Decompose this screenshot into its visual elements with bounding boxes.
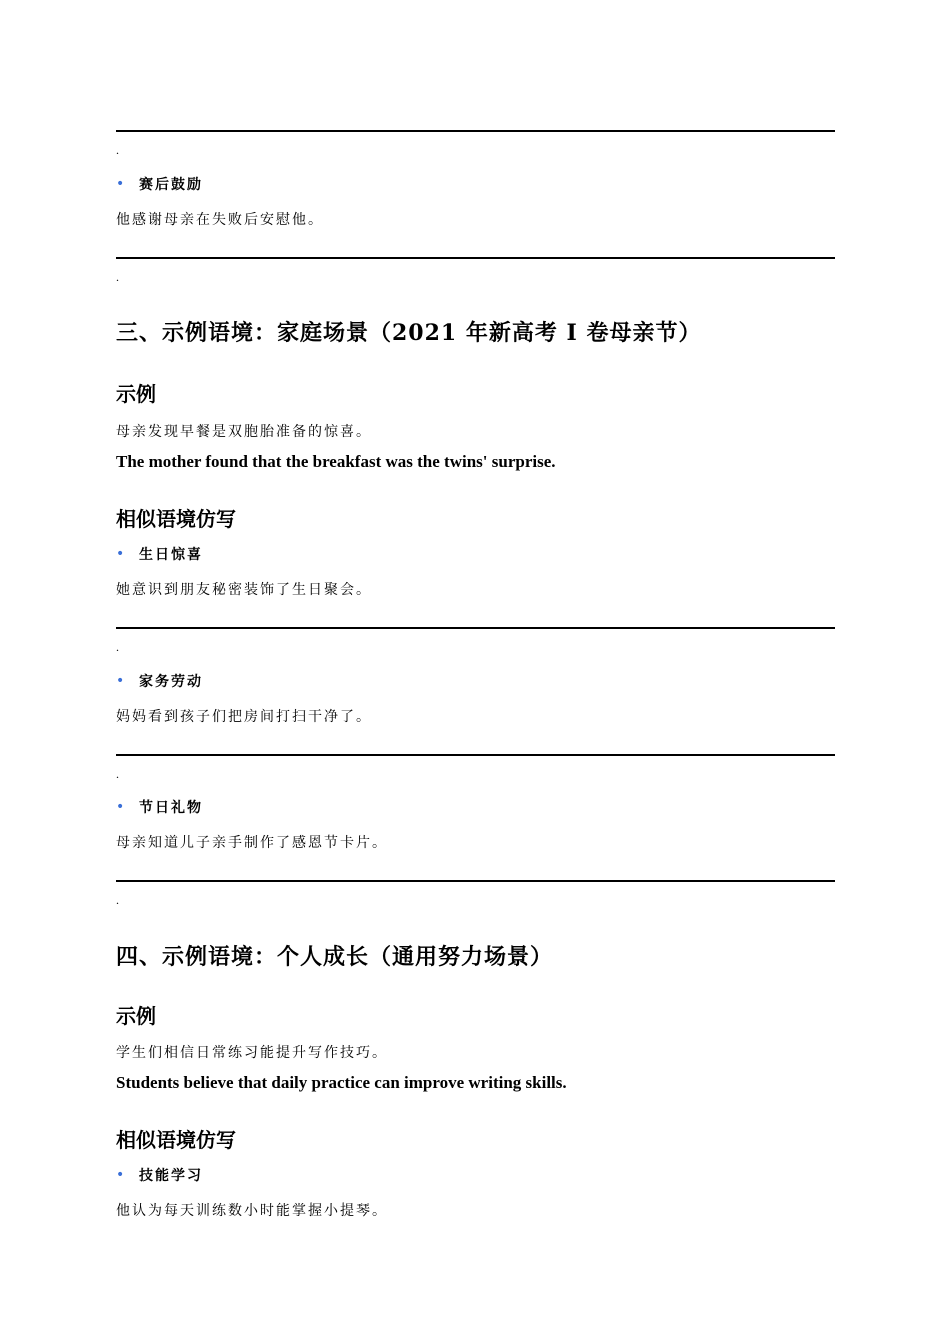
prompt-sentence: 妈妈看到孩子们把房间打扫干净了。: [116, 709, 372, 725]
answer-dot: .: [116, 640, 119, 654]
bullet-item: [116, 670, 203, 692]
practice-heading: 相似语境仿写: [116, 1128, 236, 1152]
bullet-item: [116, 173, 203, 195]
prompt-sentence: 她意识到朋友秘密装饰了生日聚会。: [116, 582, 372, 598]
bullet-item: [116, 543, 203, 565]
bullet-label: 家务劳动: [139, 674, 203, 690]
bullet-label: 生日惊喜: [139, 547, 203, 563]
prompt-sentence: 他感谢母亲在失败后安慰他。: [116, 212, 324, 228]
bullet-icon: •: [116, 799, 125, 815]
answer-dot: .: [116, 893, 119, 907]
answer-line[interactable]: [116, 880, 835, 882]
example-heading: 示例: [116, 382, 156, 406]
answer-line[interactable]: [116, 130, 835, 132]
answer-dot: .: [116, 143, 119, 157]
example-chinese: 学生们相信日常练习能提升写作技巧。: [116, 1045, 388, 1061]
example-english: Students believe that daily practice can improve writing skills.: [116, 1073, 567, 1092]
prompt-sentence: 他认为每天训练数小时能掌握小提琴。: [116, 1203, 388, 1219]
bullet-icon: •: [116, 176, 125, 192]
answer-line[interactable]: [116, 754, 835, 756]
bullet-item: [116, 1164, 203, 1186]
example-english: The mother found that the breakfast was the twins' surprise.: [116, 452, 556, 471]
example-heading: 示例: [116, 1004, 156, 1028]
prompt-sentence: 母亲知道儿子亲手制作了感恩节卡片。: [116, 835, 388, 851]
bullet-label: 赛后鼓励: [139, 177, 203, 193]
section-heading: 四、示例语境：个人成长（通用努力场景）: [116, 944, 554, 970]
bullet-item: [116, 796, 203, 818]
bullet-icon: •: [116, 1167, 125, 1183]
answer-line[interactable]: [116, 627, 835, 629]
bullet-label: 技能学习: [139, 1168, 203, 1184]
example-chinese: 母亲发现早餐是双胞胎准备的惊喜。: [116, 424, 372, 440]
answer-line[interactable]: [116, 257, 835, 259]
answer-dot: .: [116, 270, 119, 284]
bullet-icon: •: [116, 546, 125, 562]
practice-heading: 相似语境仿写: [116, 507, 236, 531]
answer-dot: .: [116, 767, 119, 781]
section-heading: 三、示例语境：家庭场景（2021 年新高考 Ⅰ 卷母亲节）: [116, 320, 702, 346]
bullet-icon: •: [116, 673, 125, 689]
bullet-label: 节日礼物: [139, 800, 203, 816]
